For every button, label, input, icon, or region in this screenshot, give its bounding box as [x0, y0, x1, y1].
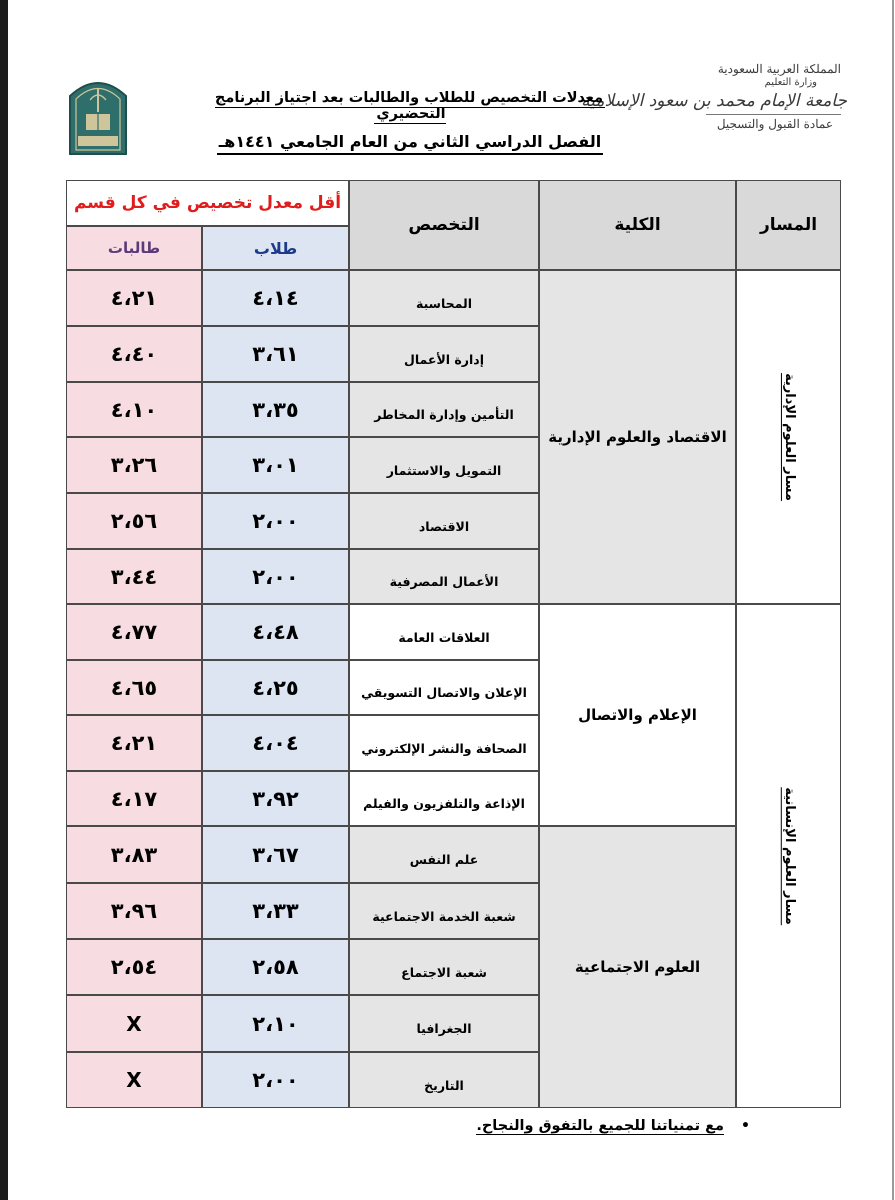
- female-rate-cell: ٢،٥٦: [66, 493, 202, 549]
- college-cell: الإعلام والاتصال: [539, 604, 736, 826]
- male-rate-cell: ٣،٦٧: [202, 826, 349, 883]
- female-rate-cell: X: [66, 1052, 202, 1108]
- specialty-cell: شعبة الاجتماع: [349, 939, 539, 995]
- specialty-cell: المحاسبة: [349, 270, 539, 326]
- allocation-table: [66, 180, 841, 1108]
- header-track: المسار: [736, 180, 841, 270]
- female-rate-cell: ٢،٥٤: [66, 939, 202, 995]
- female-rate-cell: X: [66, 995, 202, 1052]
- header-specialty: التخصص: [349, 180, 539, 270]
- specialty-cell: شعبة الخدمة الاجتماعية: [349, 883, 539, 939]
- college-cell: الاقتصاد والعلوم الإدارية: [539, 270, 736, 604]
- specialty-cell: علم النفس: [349, 826, 539, 883]
- male-rate-cell: ٢،٠٠: [202, 493, 349, 549]
- male-rate-cell: ٣،٣٣: [202, 883, 349, 939]
- college-cell: العلوم الاجتماعية: [539, 826, 736, 1108]
- female-rate-cell: ٣،٨٣: [66, 826, 202, 883]
- specialty-cell: الأعمال المصرفية: [349, 549, 539, 604]
- male-rate-cell: ٢،١٠: [202, 995, 349, 1052]
- header-female-students: طالبات: [66, 226, 202, 270]
- male-rate-cell: ٣،٣٥: [202, 382, 349, 437]
- page-title: معدلات التخصيص للطلاب والطالبات بعد اجتياز البرنامج التحضيري: [214, 90, 604, 122]
- male-rate-cell: ٣،٩٢: [202, 771, 349, 826]
- specialty-cell: الجغرافيا: [349, 995, 539, 1052]
- male-rate-cell: ٣،٦١: [202, 326, 349, 382]
- org-divider: [706, 114, 841, 115]
- bullet-icon: •: [741, 1118, 750, 1134]
- female-rate-cell: ٣،٤٤: [66, 549, 202, 604]
- footer-note: [420, 1118, 750, 1134]
- organization-block: [581, 62, 847, 132]
- specialty-cell: الصحافة والنشر الإلكتروني: [349, 715, 539, 771]
- male-rate-cell: ٣،٠١: [202, 437, 349, 493]
- footer-text: مع تمنياتنا للجميع بالتفوق والنجاح.: [476, 1118, 724, 1134]
- specialty-cell: التأمين وإدارة المخاطر: [349, 382, 539, 437]
- header-min-rate: أقل معدل تخصيص في كل قسم: [66, 180, 349, 226]
- header-male-students: طلاب: [202, 226, 349, 270]
- female-rate-cell: ٣،٢٦: [66, 437, 202, 493]
- male-rate-cell: ٢،٠٠: [202, 549, 349, 604]
- female-rate-cell: ٤،١٧: [66, 771, 202, 826]
- org-deanship: عمادة القبول والتسجيل: [716, 117, 833, 131]
- female-rate-cell: ٤،٦٥: [66, 660, 202, 715]
- track-cell-humanities: مسار العلوم الإنسانية: [736, 604, 841, 1108]
- left-edge-bar: [0, 0, 8, 1200]
- org-country: المملكة العربية السعودية: [717, 62, 841, 76]
- female-rate-cell: ٣،٩٦: [66, 883, 202, 939]
- male-rate-cell: ٤،٤٨: [202, 604, 349, 660]
- right-edge-line: [892, 0, 894, 1200]
- female-rate-cell: ٤،٢١: [66, 715, 202, 771]
- male-rate-cell: ٢،٠٠: [202, 1052, 349, 1108]
- female-rate-cell: ٤،٧٧: [66, 604, 202, 660]
- female-rate-cell: ٤،٢١: [66, 270, 202, 326]
- org-ministry: وزارة التعليم: [764, 77, 817, 88]
- male-rate-cell: ٤،١٤: [202, 270, 349, 326]
- specialty-cell: العلاقات العامة: [349, 604, 539, 660]
- org-university: جامعة الإمام محمد بن سعود الإسلامية: [581, 91, 847, 111]
- specialty-cell: الإعلان والاتصال التسويقي: [349, 660, 539, 715]
- track-cell-administrative: مسار العلوم الإدارية: [736, 270, 841, 604]
- specialty-cell: الإذاعة والتلفزيون والفيلم: [349, 771, 539, 826]
- male-rate-cell: ٢،٥٨: [202, 939, 349, 995]
- header-college: الكلية: [539, 180, 736, 270]
- specialty-cell: الاقتصاد: [349, 493, 539, 549]
- male-rate-cell: ٤،٢٥: [202, 660, 349, 715]
- specialty-cell: التمويل والاستثمار: [349, 437, 539, 493]
- specialty-cell: إدارة الأعمال: [349, 326, 539, 382]
- male-rate-cell: ٤،٠٤: [202, 715, 349, 771]
- university-logo-icon: [66, 66, 130, 156]
- female-rate-cell: ٤،١٠: [66, 382, 202, 437]
- specialty-cell: التاريخ: [349, 1052, 539, 1108]
- page-subtitle: الفصل الدراسي الثاني من العام الجامعي ١٤٤١هـ: [180, 132, 640, 151]
- female-rate-cell: ٤،٤٠: [66, 326, 202, 382]
